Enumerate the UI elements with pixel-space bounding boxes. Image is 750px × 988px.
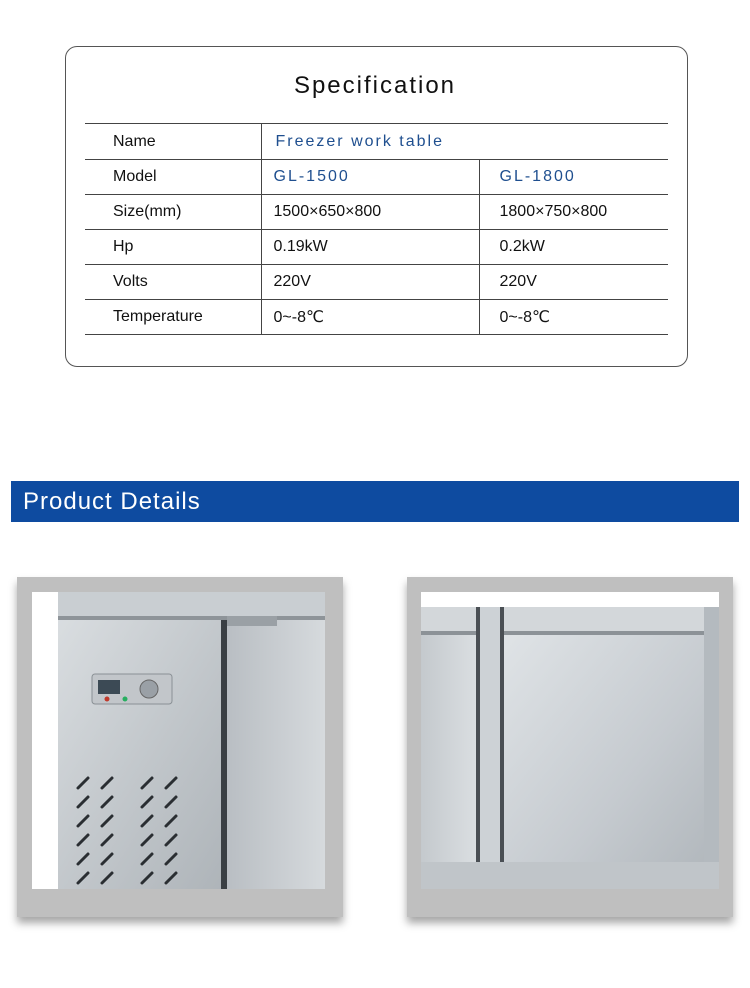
size-b-value: 1800×750×800	[479, 195, 668, 230]
product-name-value: Freezer work table	[261, 124, 668, 160]
row-label-volts: Volts	[85, 265, 261, 300]
product-photo-doors	[407, 577, 733, 917]
photo-image	[421, 592, 719, 889]
volts-a-value: 220V	[261, 265, 479, 300]
hp-b-value: 0.2kW	[479, 230, 668, 265]
table-row	[85, 195, 668, 230]
specification-table	[85, 123, 668, 335]
product-photo-control-panel	[17, 577, 343, 917]
table-row	[85, 230, 668, 265]
table-row	[85, 160, 668, 195]
row-label-size: Size(mm)	[85, 195, 261, 230]
row-label-temperature: Temperature	[85, 300, 261, 335]
model-a-value: GL-1500	[261, 160, 479, 195]
table-row	[85, 265, 668, 300]
size-a-value: 1500×650×800	[261, 195, 479, 230]
product-details-heading: Product Details	[11, 481, 739, 522]
freezer-control-panel-image	[32, 592, 325, 889]
volts-b-value: 220V	[479, 265, 668, 300]
table-row	[85, 124, 668, 160]
table-row	[85, 300, 668, 335]
row-label-name: Name	[85, 124, 261, 160]
temperature-b-value: 0~-8℃	[479, 300, 668, 335]
hp-a-value: 0.19kW	[261, 230, 479, 265]
photo-image	[32, 592, 325, 889]
specification-title: Specification	[293, 72, 457, 99]
temperature-a-value: 0~-8℃	[261, 300, 479, 335]
model-b-value: GL-1800	[479, 160, 668, 195]
freezer-doors-image	[421, 592, 719, 889]
row-label-model: Model	[85, 160, 261, 195]
row-label-hp: Hp	[85, 230, 261, 265]
